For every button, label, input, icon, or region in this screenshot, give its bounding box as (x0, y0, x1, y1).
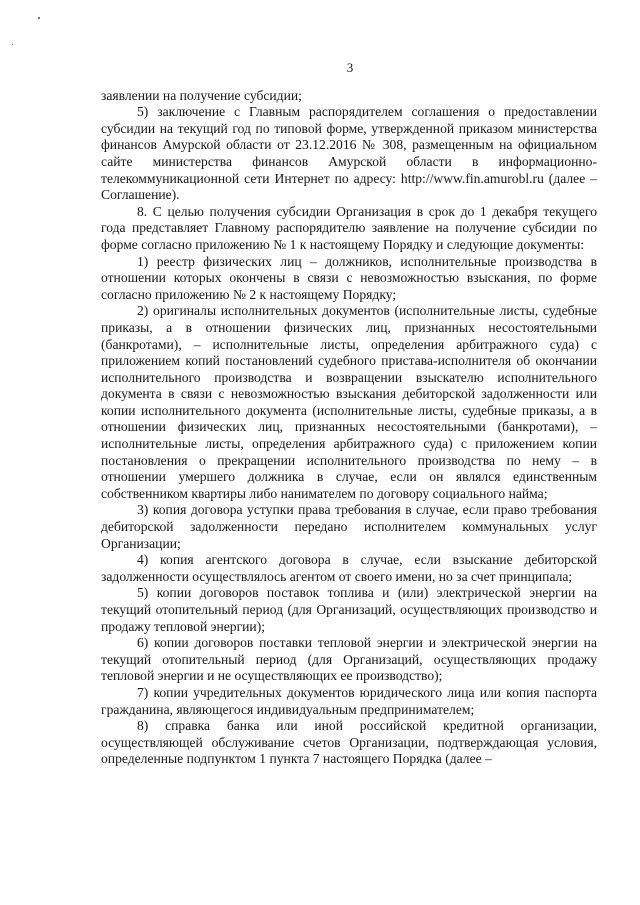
paragraph-clause-8: 8. С целью получения субсидии Организация в срок до 1 декабря текущего года представляет Главному распорядителю заявление на получение субсидии по форме согласно приложению № 1 к настоящему Порядку и следующие документы: (101, 203, 597, 252)
paragraph-item-5-fuel: 5) копии договоров поставок топлива и (или) электрической энергии на текущий отопительный период (для Организаций, осуществляющих производство и продажу тепловой энергии); (101, 585, 597, 634)
paragraph-item-1-registry: 1) реестр физических лиц – должников, исполнительные производства в отношении которых окончены в связи с невозможностью взыскания, по форме согласно приложению № 2 к настоящему Порядку; (101, 253, 597, 302)
paragraph-item-2-originals: 2) оригиналы исполнительных документов (исполнительные листы, судебные приказы, а в отношении физических лиц, признанных несостоятельными (банкротами), – исполнительные листы, определения арбитражного суда) с приложением копий постановлений судебного пристава-исполнителя об окончании исполнительного производства и возвращении взыскателю исполнительного документа в связи с невозможностью взыскания дебиторской задолженности или копии исполнительного документа (исполнительные листы, судебные приказы, а в отношении физических лиц, признанных несостоятельными (банкротами), – исполнительные листы, определения арбитражного суда) с приложением копии постановления о прекращении исполнительного производства по нему – в отношении умершего должника в случае, если он являлся единственным собственником квартиры либо нанимателем по договору социального найма; (101, 303, 597, 501)
paragraph-item-6-heat: 6) копии договоров поставки тепловой энергии и электрической энергии на текущий отопительный период (для Организаций, осуществляющих продажу тепловой энергии и не осуществляющих ее производство); (101, 635, 597, 684)
scan-speck (12, 44, 13, 45)
paragraph-item-5-agreement: 5) заключение с Главным распорядителем соглашения о предоставлении субсидии на текущий год по типовой форме, утвержденной приказом министерства финансов Амурской области от 23.12.2016 № 308, размещенным на официальном сайте министерства финансов Амурской области в информационно-телекоммуникационной сети Интернет по адресу: http://www.fin.amurobl.ru (далее – Соглашение). (101, 104, 597, 203)
paragraph-item-8-bank-statement: 8) справка банка или иной российской кредитной организации, осуществляющей обслуживание счетов Организации, подтверждающая условия, определенные подпунктом 1 пункта 7 настоящего Порядка (далее – (101, 718, 597, 767)
paragraph-item-4-agency: 4) копия агентского договора в случае, если взыскание дебиторской задолженности осуществлялось агентом от своего имени, но за счет принципала; (101, 552, 597, 584)
paragraph-item-3-assignment: 3) копия договора уступки права требования в случае, если право требования дебиторской задолженности передано исполнителем коммунальных услуг Организации; (101, 502, 597, 551)
paragraph-continuation: заявлении на получение субсидии; (101, 87, 302, 103)
page-number: 3 (346, 60, 354, 75)
scan-speck (38, 17, 40, 19)
document-page (101, 60, 597, 768)
paragraph-item-7-founding-docs: 7) копии учредительных документов юридического лица или копия паспорта гражданина, являющегося индивидуальным предпринимателем; (101, 684, 597, 717)
